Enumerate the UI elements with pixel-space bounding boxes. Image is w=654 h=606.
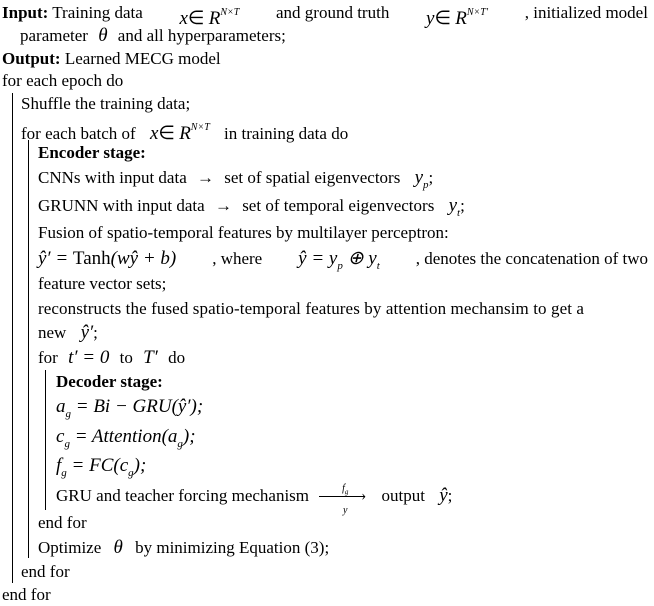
grunn-line: GRUNN with input data → set of temporal eigenvectors $y_t$;	[38, 195, 465, 219]
theta-symbol: θ	[113, 537, 123, 558]
fusion-line: Fusion of spatio-temporal features by multilayer perceptron:	[38, 223, 449, 242]
time-loop-bar	[45, 370, 46, 510]
input-label: Input:	[2, 3, 49, 22]
end-for-epoch: end for	[2, 585, 51, 604]
output-line: Output: Learned MECG model	[2, 49, 221, 68]
reconstructs-line: reconstructs the fused spatio-temporal features by attention mechansim to get a	[38, 299, 585, 318]
labeled-arrow-icon: $f_g$ › y	[319, 486, 371, 508]
fg-equation: $f_g = FC(c_g)$;	[56, 455, 147, 479]
gru-teacher-forcing-line: GRU and teacher forcing mechanism $f_g$ › y output ŷ;	[56, 483, 453, 517]
end-for-time: end for	[38, 513, 87, 532]
batch-loop-bar	[28, 140, 29, 558]
cnn-line: CNNs with input data → set of spatial eigenvectors $y_p$;	[38, 167, 434, 191]
arrow-icon: →	[197, 168, 214, 187]
optimize-line: Optimize θ by minimizing Equation (3);	[38, 537, 330, 558]
feature-sets-line: feature vector sets;	[38, 274, 167, 293]
input-line-2: parameter θ and all hyperparameters;	[20, 25, 286, 46]
ag-equation: $a_g = Bi$ − GRU(ŷ′);	[56, 396, 204, 420]
cg-equation: $c_g$ = $Attention(a_g)$;	[56, 426, 196, 450]
decoder-stage-label: Decoder stage:	[56, 372, 163, 391]
for-time-line: for t′ = 0 to T′ do	[38, 347, 186, 368]
for-batch-line: for each batch of x∈ $R^{N\times T}$ in training data do	[21, 122, 349, 144]
new-line: new ŷ′;	[38, 322, 98, 343]
epoch-loop-bar	[12, 93, 13, 583]
encoder-stage-label: Encoder stage:	[38, 143, 146, 162]
shuffle-line: Shuffle the training data;	[21, 94, 191, 113]
for-epoch-line: for each epoch do	[2, 71, 124, 90]
arrow-icon: →	[214, 196, 232, 215]
theta-symbol: θ	[98, 25, 108, 46]
end-for-batch: end for	[21, 562, 70, 581]
equation-line: ŷ′ = Tanh(wŷ + b) , where ŷ = $y_p$ ⊕ $y_t$ , denotes the concatenation of two	[38, 248, 648, 272]
input-line: Input: Training data x∈ $R^{N\times T}$ and ground truth y∈ $R^{N\times T'}$ , initialized model	[2, 3, 648, 29]
output-label: Output:	[2, 49, 61, 68]
